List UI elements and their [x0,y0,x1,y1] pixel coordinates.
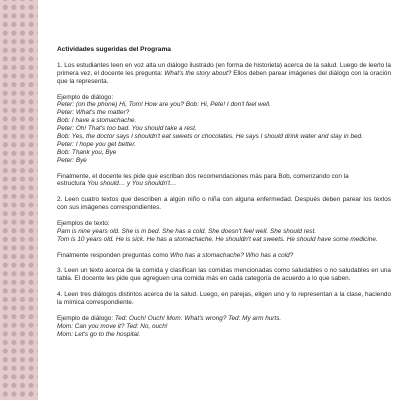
activity-1-text-end: Ellos deben parear imágenes del diálogo con la oración que la representa. [57,69,391,85]
dialog-1-line: Peter: (on the phone) Hi, Tom! How are you? Bob: Hi, Pete! I don't feel well. [57,101,271,109]
dialog-example-2 [57,315,391,339]
respond-text: Finalmente responden preguntas como [57,251,170,259]
dialog-1-line: Peter: Oh! That's too bad. You should take a rest. [57,125,197,133]
dialog-1-line: Peter: I hope you get better. [57,140,136,148]
final-instruction-structure-line [57,180,391,188]
dialog-1-line: Bob: I have a stomachache. [57,117,137,125]
activity-2-paragraph: 2. Leen cuatro textos que describen a algún niño o niña con alguna enfermedad. Después deben parear los textos con sus imágenes correspondientes. [57,196,391,212]
document-page [38,0,400,400]
example-text: Tom is 10 years old. He is sick. He has a stomachache. He shouldn't eat sweets. He should have some medicine. [57,235,378,243]
respond-questions: Who has a stomachache? Who has a cold? [169,251,294,259]
section-heading: Actividades sugeridas del Programa [57,46,171,53]
text-examples [57,220,391,244]
decorative-side-strip [0,0,38,400]
dialog-2-first-line [57,315,391,323]
final-instruction-text: Finalmente, el docente les pide que escriban dos recomendaciones más para Bob, comenzando con la [57,172,349,180]
activity-1-text: 1. Los estudiantes leen en voz alta un diálogo ilustrado (en forma de historieta) acerca de la salud. Luego de leerlo la primera vez, el docente les pregunta: [57,61,391,77]
activity-1-paragraph [57,62,391,86]
examples-label: Ejemplos de texto: [57,219,110,227]
dialog-1-line: Bob: Yes, the doctor says I shouldn't eat sweets or chocolates. He says I should drink water and stay in bed. [57,133,363,141]
example-text: Pam is nine years old. She is in bed. She has a cold. She doesn't feel well. She should rest. [57,227,317,235]
activity-3-paragraph: 3. Leen un texto acerca de la comida y clasifican las comidas mencionadas como saludables o no saludables en una tabla. El docente les pide que agreguen una comida más en cada categoría de acuerdo a lo que saben. [57,267,391,283]
dialog-1-line: Bob: Thank you, Bye [57,148,117,156]
dialog-1-line: Peter: What's the matter? [57,109,130,117]
dialog-2-line: Mom: Let's go to the hospital. [57,330,141,338]
structure-prefix: estructura [57,180,88,188]
activity-4-paragraph: 4. Leen tres diálogos distintos acerca de la salud. Luego, en parejas, eligen uno y lo representan a la clase, haciendo la mímica correspondiente. [57,291,391,306]
dialog-example-1 [57,94,391,165]
respond-paragraph [57,252,391,260]
final-instruction-1 [57,173,391,189]
dialog-2-label: Ejemplo de diálogo: [57,314,115,322]
activity-1-question: What's the story about? [164,69,232,77]
dialog-1-line: Peter: Bye [57,156,87,164]
document-content [57,46,391,346]
structure-example: You should… y You shouldn't… [87,180,177,188]
dialog-2-line: Mom: Can you move it? Ted: No, ouch! [57,322,168,330]
dialog-1-label: Ejemplo de diálogo: [57,93,114,101]
dialog-2-line: Ted: Ouch! Ouch! Mom: What's wrong? Ted: My arm hurts. [114,314,282,322]
